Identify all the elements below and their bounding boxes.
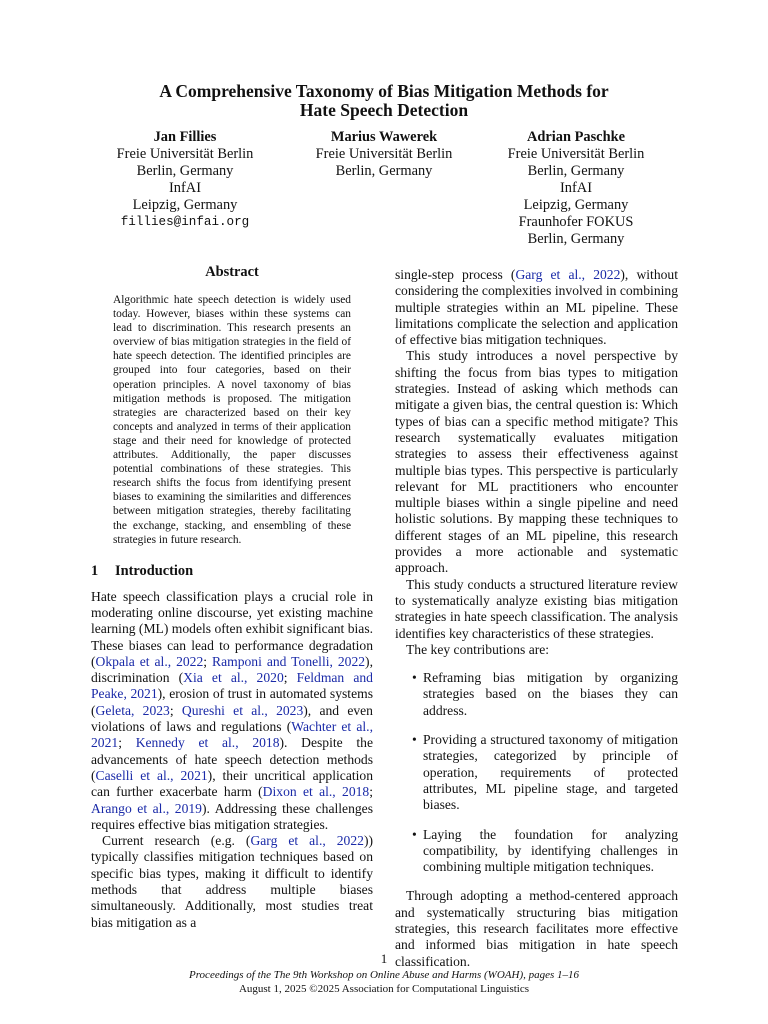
section-title: Introduction <box>115 562 194 579</box>
author-block-3 <box>481 129 671 248</box>
footer-date: August 1, 2025 ©2025 Association for Computational Linguistics <box>238 983 530 995</box>
intro-paragraph-3: This study introduces a novel perspective by shifting the focus from bias types to mitigation strategies. Instead of asking which methods can mitigate a given bias, the central question is: Which types of bias can a specific method mitigate? This research systematically evaluates mitigation strategies to assess their effectiveness against multiple bias types. This perspective is particularly relevant for ML practitioners who encounter multiple biases within a single pipeline and need holistic solutions. By mapping these techniques to different stages of an ML pipeline, this research provides a more actionable and systematic approach. <box>395 348 678 576</box>
affiliation-line: Leipzig, Germany <box>523 197 629 213</box>
affiliation-line: Berlin, Germany <box>527 163 625 179</box>
title-line-2: Hate Speech Detection <box>299 100 469 120</box>
citation-link[interactable]: Garg et al., 2022 <box>250 833 364 849</box>
list-item-text: Reframing bias mitigation by organizing strategies based on the biases they can address. <box>423 670 678 718</box>
author-name: Adrian Paschke <box>527 129 625 145</box>
paper-title <box>0 82 768 120</box>
bullet-icon: • <box>412 732 417 748</box>
list-item <box>395 670 678 719</box>
citation-link[interactable]: Kennedy et al., 2018 <box>135 735 280 751</box>
affiliation-line: Berlin, Germany <box>527 231 625 247</box>
affiliation-line: Freie Universität Berlin <box>116 146 254 162</box>
abstract-heading: Abstract <box>205 264 259 280</box>
page-number: 1 <box>380 951 388 966</box>
left-column <box>91 264 373 931</box>
affiliation-line: Freie Universität Berlin <box>507 146 645 162</box>
list-item <box>395 827 678 876</box>
author-block-2 <box>289 129 479 180</box>
list-item-text: Providing a structured taxonomy of mitigation strategies, categorized by principle of operation, requirements of protected attributes, ML pipeline stage, and targeted biases. <box>423 732 678 813</box>
citation-link[interactable]: Qureshi et al., 2023 <box>181 702 304 718</box>
author-email[interactable]: fillies@infai.org <box>120 215 250 229</box>
list-item-text: Laying the foundation for analyzing compatibility, by identifying challenges in combining multiple mitigation techniques. <box>423 826 678 875</box>
intro-paragraph-5: Through adopting a method-centered approach and systematically structuring bias mitigation strategies, this research facilitates more effective and informed bias mitigation in hate speech classification. <box>395 888 678 969</box>
citation-link[interactable]: Feldman and Peake, 2021 <box>91 670 373 702</box>
author-name: Jan Fillies <box>153 129 217 145</box>
author-name: Marius Wawerek <box>330 129 438 145</box>
citation-link[interactable]: Xia et al., 2020 <box>183 670 284 686</box>
footer-venue: Proceedings of the The 9th Workshop on Online Abuse and Harms (WOAH), pages 1–16 <box>188 969 580 981</box>
intro-paragraph-2-continued: single-step process (Garg et al., 2022), without considering the complexities involved in combining multiple strategies within an ML pipeline. These limitations complicate the selection and application of effective bias mitigation techniques. <box>395 267 678 348</box>
bullet-icon: • <box>412 826 417 842</box>
right-column <box>395 267 678 970</box>
page-footer <box>0 968 768 996</box>
citation-link[interactable]: Wachter et al., 2021 <box>91 719 373 751</box>
citation-link[interactable]: Arango et al., 2019 <box>91 800 202 816</box>
section-heading <box>91 563 373 580</box>
citation-link[interactable]: Geleta, 2023 <box>95 702 170 718</box>
contributions-list <box>395 670 678 875</box>
citation-link[interactable]: Dixon et al., 2018 <box>262 784 370 800</box>
bullet-icon: • <box>412 670 417 686</box>
citation-link[interactable]: Caselli et al., 2021 <box>95 767 208 783</box>
contributions-lead: The key contributions are: <box>406 641 550 657</box>
affiliation-line: Berlin, Germany <box>136 163 234 179</box>
author-block-1 <box>90 129 280 231</box>
affiliation-line: Freie Universität Berlin <box>315 146 453 162</box>
abstract-text: Algorithmic hate speech detection is widely used today. However, biases within these systems can lead to discrimination. This research presents an overview of bias mitigation strategies in the field of hate speech detection. The identified principles are grouped into four categories, based on their operation principles. A novel taxonomy of bias mitigation methods is proposed. The mitigation strategies are characterized based on their key concepts and analyzed in terms of their application stage and their need for knowledge of protected attributes. Additionally, the paper discusses potential combinations of these strategies. This research shifts the focus from identifying present biases to examining the similarities and differences between mitigation strategies, thereby facilitating the exchange, stacking, and ensembling of these strategies in future research. <box>113 294 351 546</box>
affiliation-line: Leipzig, Germany <box>132 197 238 213</box>
citation-link[interactable]: Ramponi and Tonelli, 2022 <box>212 653 366 669</box>
intro-paragraph-4: This study conducts a structured literature review to systematically analyze existing bias mitigation strategies in hate speech classification. The analysis identifies key characteristics of these strategies. <box>395 576 678 641</box>
citation-link[interactable]: Okpala et al., 2022 <box>95 653 204 669</box>
affiliation-line: InfAI <box>169 180 201 196</box>
list-item <box>395 732 678 813</box>
title-line-1: A Comprehensive Taxonomy of Bias Mitigation Methods for <box>159 81 609 101</box>
citation-link[interactable]: Garg et al., 2022 <box>515 267 621 282</box>
affiliation-line: Fraunhofer FOKUS <box>518 214 634 230</box>
section-number: 1 <box>91 562 99 579</box>
intro-paragraph-2: Current research (e.g. (Garg et al., 2022)) typically classifies mitigation techniques based on specific bias types, making it difficult to identify methods that address multiple biases simultaneously. Additionally, most studies treat bias mitigation as a <box>91 833 373 930</box>
affiliation-line: Berlin, Germany <box>335 163 433 179</box>
intro-paragraph-1: Hate speech classification plays a crucial role in moderating online discourse, yet existing machine learning (ML) models often exhibit significant bias. These biases can lead to performance degradation (Okpala et al., 2022; Ramponi and Tonelli, 2022), discrimination (Xia et al., 2020; Feldman and Peake, 2021), erosion of trust in automated systems (Geleta, 2023; Qureshi et al., 2023), and even violations of laws and regulations (Wachter et al., 2021; Kennedy et al., 2018). Despite the advancements of hate speech detection methods (Caselli et al., 2021), their uncritical application can further exacerbate harm (Dixon et al., 2018; Arango et al., 2019). Addressing these challenges requires effective bias mitigation strategies. <box>91 588 374 832</box>
affiliation-line: InfAI <box>560 180 592 196</box>
